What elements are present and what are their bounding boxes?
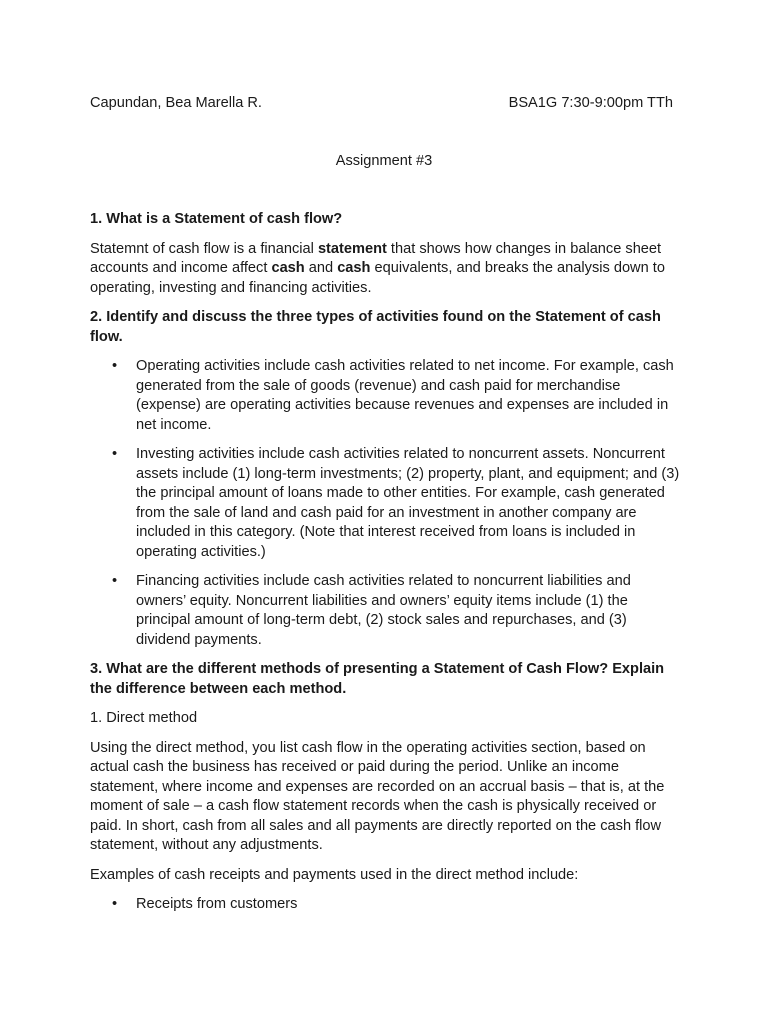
activities-list [90,357,680,650]
examples-intro: Examples of cash receipts and payments used in the direct method include: [90,866,579,883]
answer-text: that shows how changes in balance sheet accounts and income affect [90,240,662,276]
method-1-text: Using the direct method, you list cash flow in the operating activities section, based on actual cash the business has received or paid during the period. Unlike an income statement, where income and expenses are recorded on an accrual basis – that is, at the moment of sale – a cash flow statement records when the cash is physically received or paid. In short, cash from all sales and all payments are directly reported on the cash flow statement, without any adjustments. [90,739,665,853]
answer-bold-term: cash [271,260,305,276]
list-item-operating: • Operating activities include cash activities related to net income. For example, cash generated from the sale of goods (revenue) and cash paid for merchandise (expense) are operating activities because revenues and expenses are included in net income. [90,357,680,435]
page-title: Assignment #3 [335,153,433,169]
question-1-answer [90,240,680,299]
list-item: • Receipts from customers [90,895,680,915]
question-1-heading: 1. What is a Statement of cash flow? [90,211,343,227]
class-schedule: BSA1G 7:30-9:00pm TTh [508,95,673,111]
list-item-investing: • Investing activities include cash activities related to noncurrent assets. Noncurrent assets include (1) long-term investments; (2) property, plant, and equipment; and (3) the principal amount of loans made to other entities. For example, cash generated from the sale of land and cash paid for an investment in another company are included in this category. (Note that interest received from loans is included in operating activities.) [90,445,680,562]
examples-list [90,895,680,915]
header-row [90,94,673,114]
document-body [90,210,680,925]
answer-text: and [304,260,338,276]
student-name: Capundan, Bea Marella R. [90,95,262,111]
answer-bold-term: cash [337,260,371,276]
answer-text: equivalents, and breaks the analysis down to operating, investing and financing activities. [90,260,665,296]
answer-text: Statemnt of cash flow is a financial [90,240,318,257]
question-2-heading: 2. Identify and discuss the three types of activities found on the Statement of cash flow. [90,309,661,345]
method-1-heading: 1. Direct method [90,710,198,726]
answer-bold-term: statement [317,240,387,257]
list-item-financing: • Financing activities include cash activities related to noncurrent liabilities and owners’ equity. Noncurrent liabilities and owners’ equity items include (1) the principal amount of long-term debt, (2) stock sales and repurchases, and (3) dividend payments. [90,572,680,650]
question-3-heading: 3. What are the different methods of presenting a Statement of Cash Flow? Explain the difference between each method. [90,661,665,697]
